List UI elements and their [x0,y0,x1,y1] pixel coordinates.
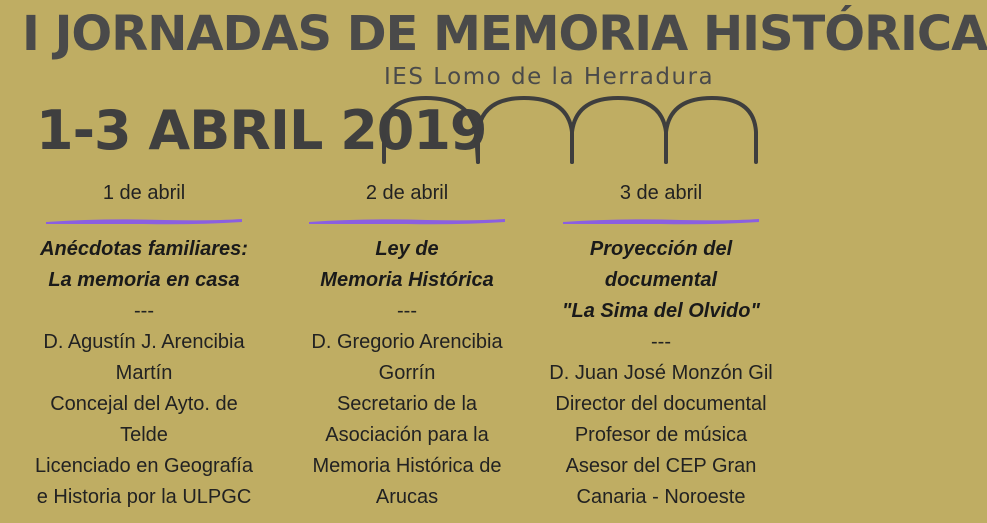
speaker-line: Telde [120,424,168,446]
speaker-line: D. Juan José Monzón Gil [549,362,773,384]
talk-title-line: Ley de [375,238,439,260]
speaker-line: Director del documental [555,393,767,415]
speaker-line: D. Agustín J. Arencibia [43,331,245,353]
speaker-line: e Historia por la ULPGC [36,486,252,508]
purple-divider [561,216,761,226]
day-column-3 [530,178,792,513]
talk-title-line: Anécdotas familiares: [40,238,248,260]
talk-title-line: documental [604,269,718,291]
speaker-line: Asociación para la [325,424,489,446]
speaker-line: Gorrín [378,362,436,384]
talk-title-line: "La Sima del Olvido" [562,300,760,322]
talk-title [530,234,792,327]
talk-title [10,234,278,296]
talk-title [278,234,536,296]
speaker-line: Asesor del CEP Gran [565,455,757,477]
speaker-line: Concejal del Ayto. de [50,393,238,415]
speaker-line: Secretario de la [336,393,478,415]
day-column-1 [10,178,278,513]
purple-divider [307,216,507,226]
speaker-line: Arucas [375,486,439,508]
speaker-line: Canaria - Noroeste [576,486,746,508]
day-column-2 [278,178,536,513]
speaker-line: Licenciado en Geografía [35,455,253,477]
purple-divider [44,216,244,226]
speaker-line: Martín [115,362,173,384]
talk-title-line: Memoria Histórica [320,269,494,291]
day-label: 1 de abril [102,182,186,204]
day-label: 2 de abril [365,182,449,204]
school-name: IES Lomo de la Herradura [384,64,715,90]
arches-illustration [378,88,760,166]
talk-title-line: Proyección del [589,238,733,260]
day-label: 3 de abril [619,182,703,204]
separator: --- [134,300,154,322]
speaker-line: Memoria Histórica de [312,455,502,477]
speaker-line: Profesor de música [574,424,748,446]
separator: --- [397,300,417,322]
talk-title-line: La memoria en casa [48,269,240,291]
speaker-line: D. Gregorio Arencibia [311,331,503,353]
separator: --- [651,331,671,353]
event-title: I JORNADAS DE MEMORIA HISTÓRICA [22,6,987,62]
event-dates: 1-3 ABRIL 2019 [36,99,487,162]
